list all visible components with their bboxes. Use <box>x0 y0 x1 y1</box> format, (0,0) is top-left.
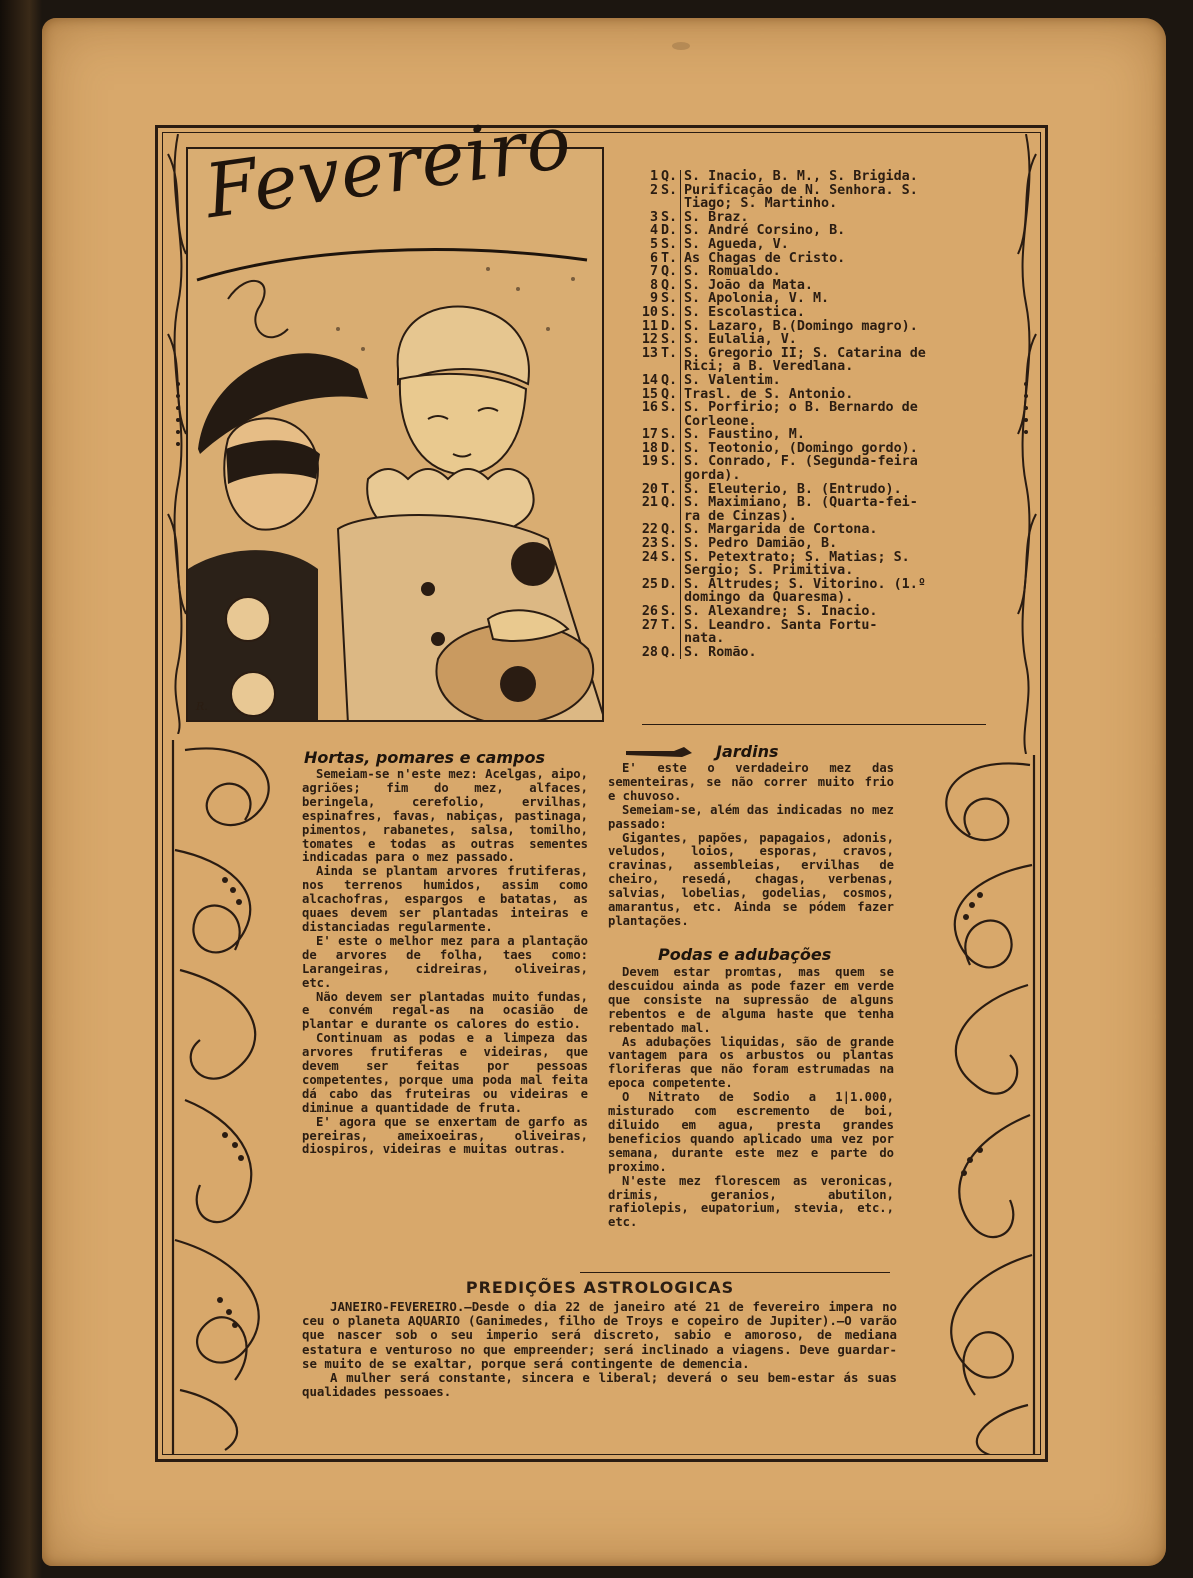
left-lower-scroll-ornament <box>165 740 295 1455</box>
calendar-saint: Purificação de N. Senhora. S. Tiago; S. Martinho. <box>684 182 918 212</box>
calendar-weekday: S. <box>658 238 681 252</box>
book-spine <box>0 0 42 1578</box>
calendar-day: 2 <box>649 182 658 198</box>
podas-paragraph: O Nitrato de Sodio a 1|1.000, misturado com escremento de boi, diluido em agua, presta grandes beneficios quando aplicado uma vez por semana, durante este mez e parte do proximo. <box>608 1090 894 1174</box>
calendar-weekday: Q. <box>658 374 681 388</box>
calendar-row <box>622 347 990 374</box>
podas-text <box>608 966 894 1230</box>
calendar-day: 5 <box>649 236 658 252</box>
calendar-saint: S. Petextrato; S. Matias; S. Sergio; S. Primitiva. <box>684 549 910 579</box>
calendar-saint: S. Lazaro, B.(Domingo magro). <box>684 318 918 334</box>
calendar-day: 24 <box>641 549 658 565</box>
title-underline-flourish <box>192 240 592 290</box>
podas-heading: Podas e adubações <box>658 945 832 964</box>
hortas-paragraph: E' agora que se enxertam de garfo as pereiras, ameixoeiras, oliveiras, diospiros, videiras e muitas outras. <box>302 1114 588 1157</box>
calendar-saint: S. André Corsino, B. <box>684 223 846 239</box>
calendar-row <box>622 333 990 347</box>
hortas-text <box>302 768 588 1157</box>
calendar-saint: S. Romualdo. <box>684 264 781 280</box>
calendar-row <box>622 578 990 605</box>
calendar-weekday: D. <box>658 224 681 238</box>
calendar-saint: S. Altrudes; S. Vitorino. (1.º domingo da Quaresma). <box>684 576 926 606</box>
jardins-heading: Jardins <box>716 742 779 761</box>
calendar-day: 4 <box>649 223 658 239</box>
calendar-saint: S. Porfirio; o B. Bernardo de Corleone. <box>684 400 918 429</box>
calendar-row <box>622 401 990 428</box>
calendar-saint: S. Margarida de Cortona. <box>684 522 878 538</box>
calendar-row <box>622 646 990 660</box>
artist-signature: R. <box>196 700 208 713</box>
calendar-weekday: Q. <box>658 265 681 279</box>
calendar-row <box>622 551 990 578</box>
calendar-row <box>622 170 990 184</box>
calendar-day: 11 <box>641 318 658 334</box>
calendar-day: 26 <box>641 604 658 619</box>
right-lower-scroll-ornament <box>920 755 1040 1455</box>
predicoes-text <box>302 1300 897 1399</box>
calendar-saint: S. Gregorio II; S. Catarina de Rici; a B. Veredlana. <box>684 345 926 375</box>
calendar-row <box>622 265 990 279</box>
calendar-saint: S. Agueda, V. <box>684 236 789 252</box>
jardins-text <box>608 762 894 929</box>
calendar-weekday: S. <box>658 537 681 551</box>
jardins-paragraph: E' este o verdadeiro mez das sementeiras, se não correr muito frio e chuvoso. <box>608 761 894 803</box>
calendar-day: 25 <box>641 576 658 592</box>
hortas-paragraph: Continuam as podas e a limpeza das arvores frutiferas e videiras, que devem ser feitas por pessoas competentes, porque uma poda mal feita dá cabo das fruteiras ou videiras e diminue a quantidade de fruta. <box>302 1031 588 1115</box>
calendar-day: 27 <box>641 617 658 633</box>
podas-paragraph: N'este mez florescem as veronicas, drimis, geranios, abutilon, rafiolepis, eupatorium, stevia, etc., etc. <box>608 1173 894 1230</box>
podas-paragraph: Devem estar promtas, mas quem se descuidou ainda as pode fazer em verde que consiste na supressão de alguns rebentos e de alguma haste que tenha rebentado mal. <box>608 965 894 1035</box>
calendar-row <box>622 292 990 306</box>
calendar-row <box>622 184 990 211</box>
podas-paragraph: As adubações liquidas, são de grande vantagem para os arbustos ou plantas floriferas que não foram estrumadas na epoca competente. <box>608 1034 894 1091</box>
calendar-day: 28 <box>641 644 658 660</box>
calendar-saint: S. Faustino, M. <box>684 427 805 443</box>
calendar-day: 16 <box>641 400 658 416</box>
calendar-weekday: S. <box>658 428 681 442</box>
pointing-hand-icon <box>624 745 694 759</box>
calendar-day: 12 <box>641 332 658 348</box>
calendar-day: 23 <box>641 536 658 552</box>
calendar-saint: S. João da Mata. <box>684 277 813 293</box>
calendar-saint: S. Maximiano, B. (Quarta-fei- ra de Cinzas). <box>684 495 918 524</box>
calendar-row <box>622 523 990 537</box>
pierrot-illustration <box>186 147 604 722</box>
calendar-day: 15 <box>641 386 658 402</box>
predicoes-paragraph: A mulher será constante, sincera e liberal; deverá o seu bem-estar ás suas qualidades pessoaes. <box>302 1370 897 1400</box>
calendar-day: 3 <box>649 209 658 225</box>
calendar-row <box>622 619 990 646</box>
calendar-saint: S. Valentim. <box>684 372 781 388</box>
calendar-weekday: S. <box>658 333 681 347</box>
calendar-weekday: T. <box>658 483 681 497</box>
calendar-saint: S. Conrado, F. (Segunda-feira gorda). <box>684 454 918 484</box>
hortas-paragraph: Ainda se plantam arvores frutiferas, nos terrenos humidos, assim como alcachofras, espargos e batatas, as quaes devem ser plantadas inteiras e distanciadas regularmente. <box>302 864 588 934</box>
calendar-weekday: Q. <box>658 646 681 660</box>
calendar-weekday: S. <box>658 551 681 578</box>
calendar-day: 20 <box>641 481 658 497</box>
calendar-saint: S. Eulalia, V. <box>684 332 797 348</box>
predicoes-paragraph: JANEIRO-FEVEREIRO.—Desde o dia 22 de janeiro até 21 de fevereiro impera no ceu o planeta AQUARIO (Ganimedes, filho de Troys e copeiro de Jupiter).—O varão que nascer sob o seu imperio será discreto, sabio e amoroso, de mediana estatura e venturoso no que empreender; será inclinado a viagens. Deve guardar-se muito de se exaltar, porque será contingente de demencia. <box>302 1299 897 1371</box>
calendar-row <box>622 238 990 252</box>
calendar-weekday: Q. <box>658 523 681 537</box>
calendar-weekday: S. <box>658 401 681 428</box>
calendar-weekday: Q. <box>658 170 681 184</box>
calendar-weekday: S. <box>658 211 681 225</box>
jardins-paragraph: Gigantes, papões, papagaios, adonis, veludos, loios, esporas, cravos, cravinas, assembleias, ervilhas de cheiro, resedá, chagas, verbenas, salvias, lobelias, godelias, cosmos, amarantus, etc. Ainda se pódem fazer plantações. <box>608 830 894 928</box>
calendar-day: 9 <box>649 291 658 307</box>
calendar-weekday: D. <box>658 442 681 456</box>
calendar-day: 17 <box>641 427 658 443</box>
calendar-weekday: S. <box>658 306 681 320</box>
calendar-row <box>622 496 990 523</box>
calendar-row <box>622 374 990 388</box>
calendar-saint: As Chagas de Cristo. <box>684 250 846 266</box>
calendar-saint: S. Leandro. Santa Fortu- nata. <box>684 617 878 647</box>
calendar-day: 6 <box>649 250 658 266</box>
calendar-row <box>622 306 990 320</box>
hortas-heading: Hortas, pomares e campos <box>304 748 545 767</box>
jardins-paragraph: Semeiam-se, além das indicadas no mez passado: <box>608 802 894 831</box>
hortas-paragraph: Semeiam-se n'este mez: Acelgas, aipo, agriões; fim do mez, alfaces, beringela, cerefolio, ervilhas, espinafres, favas, nabiças, pastinaga, pimentos, rabanetes, salsa, tomilho, tomates e todas as outras sementes indicadas para o mez passado. <box>302 767 588 865</box>
calendar-weekday: T. <box>658 252 681 266</box>
calendar-weekday: D. <box>658 578 681 605</box>
calendar-weekday: Q. <box>658 496 681 523</box>
calendar-day: 7 <box>649 264 658 280</box>
calendar-saint: S. Inacio, B. M., S. Brigida. <box>684 169 918 184</box>
calendar-day: 18 <box>641 440 658 456</box>
calendar-row <box>622 224 990 238</box>
hortas-paragraph: E' este o melhor mez para a plantação de arvores de folha, taes como: Larangeiras, cidreiras, oliveiras, etc. <box>302 933 588 990</box>
calendar-day: 13 <box>641 345 658 361</box>
right-scroll-ornament <box>1012 134 1040 754</box>
hortas-paragraph: Não devem ser plantadas muito fundas, e convém regal-as na ocasião de plantar e durante os calores do estio. <box>302 989 588 1032</box>
calendar-weekday: Q. <box>658 279 681 293</box>
calendar-saint: S. Romão. <box>684 644 757 660</box>
calendar-weekday: S. <box>658 605 681 619</box>
calendar-row <box>622 252 990 266</box>
calendar-row <box>622 455 990 482</box>
calendar-weekday: S. <box>658 455 681 482</box>
calendar-saint: Trasl. de S. Antonio. <box>684 386 854 402</box>
calendar-weekday: Q. <box>658 388 681 402</box>
saints-calendar <box>622 170 990 659</box>
calendar-divider <box>642 724 986 725</box>
calendar-saint: S. Teotonio, (Domingo gordo). <box>684 440 918 456</box>
calendar-day: 1 <box>649 169 658 184</box>
predicoes-heading: PREDIÇÕES ASTROLOGICAS <box>465 1278 735 1297</box>
calendar-weekday: T. <box>658 347 681 374</box>
calendar-weekday: D. <box>658 320 681 334</box>
calendar-row <box>622 537 990 551</box>
calendar-day: 22 <box>641 522 658 538</box>
calendar-day: 21 <box>641 495 658 511</box>
calendar-day: 14 <box>641 372 658 388</box>
calendar-day: 10 <box>641 304 658 320</box>
calendar-saint: S. Escolastica. <box>684 304 805 320</box>
calendar-saint: S. Apolonia, V. M. <box>684 291 830 307</box>
calendar-saint: S. Braz. <box>684 209 749 225</box>
month-title: Fevereiro <box>200 98 577 236</box>
calendar-day: 8 <box>649 277 658 293</box>
calendar-row <box>622 605 990 619</box>
calendar-day: 19 <box>641 454 658 470</box>
calendar-row <box>622 428 990 442</box>
calendar-saint: S. Eleuterio, B. (Entrudo). <box>684 481 902 497</box>
page-stain <box>672 42 690 50</box>
calendar-weekday: S. <box>658 292 681 306</box>
calendar-row <box>622 320 990 334</box>
calendar-weekday: S. <box>658 184 681 211</box>
calendar-saint: S. Alexandre; S. Inacio. <box>684 604 878 619</box>
predicoes-divider <box>580 1272 890 1273</box>
calendar-weekday: T. <box>658 619 681 646</box>
calendar-saint: S. Pedro Damião, B. <box>684 536 838 552</box>
